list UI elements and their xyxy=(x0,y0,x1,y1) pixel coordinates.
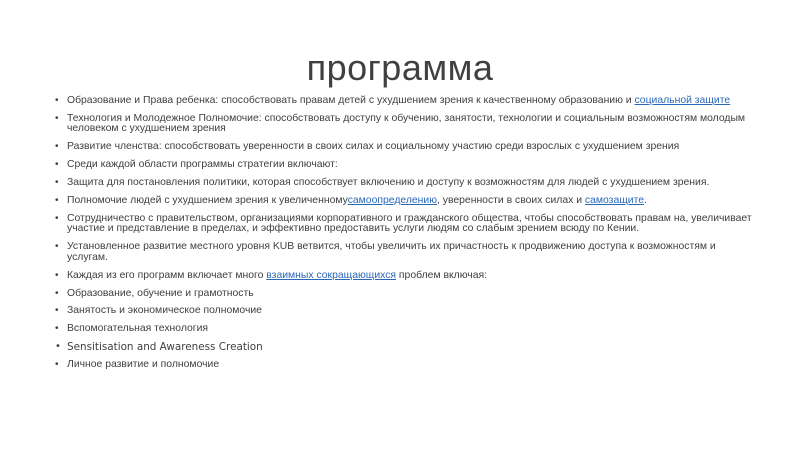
bullet-dot-icon: • xyxy=(55,359,59,371)
bullet-text: Образование и Права ребенка: способствовать правам детей с ухудшением зрения к качественному образованию и xyxy=(67,95,635,106)
bullet-dot-icon: • xyxy=(55,241,59,253)
bullet-text: Развитие членства: способствовать уверенности в своих силах и социальному участию среди взрослых с ухудшением зрения xyxy=(67,141,680,153)
bullet-link[interactable]: самозащите xyxy=(584,194,645,206)
bullet-link[interactable]: самоопределению xyxy=(347,194,437,206)
bullet-text: Установленное развитие местного уровня KUB ветвится, чтобы увеличить их причастность к продвижению доступа к возможностям и услугам. xyxy=(67,241,716,263)
bullet-item xyxy=(55,214,755,235)
bullet-text: Образование, обучение и грамотность xyxy=(67,287,254,299)
bullet-item xyxy=(55,178,755,189)
bullet-dot-icon: • xyxy=(55,95,59,106)
bullet-item xyxy=(55,196,755,207)
bullet-link[interactable]: социальной защите xyxy=(634,95,731,106)
slide-title: программа xyxy=(306,47,494,88)
bullet-item xyxy=(55,360,755,371)
bullet-dot-icon: • xyxy=(55,177,59,189)
bullet-text: Защита для постановления политики, которая способствует включению и доступу к возможностям для людей с ухудшением зрения. xyxy=(67,177,710,189)
bullet-dot-icon: • xyxy=(55,141,59,153)
bullet-dot-icon: • xyxy=(55,112,59,124)
bullet-text: Сотрудничество с правительством, организациями корпоративного и гражданского общества, чтобы способствовать правам на, увеличивает участие и представление в пределах, и эффективно предоставить услуги людям со слабым зрением всюду по Кении. xyxy=(67,212,752,235)
bullet-item xyxy=(55,324,755,335)
bullet-text: Занятость и экономическое полномочие xyxy=(67,305,262,317)
bullet-dot-icon: • xyxy=(55,341,61,353)
bullet-item xyxy=(55,114,755,135)
bullet-item xyxy=(55,160,755,171)
bullet-dot-icon: • xyxy=(55,323,59,335)
bullet-item xyxy=(55,289,755,300)
bullet-text: Полномочие людей с ухудшением зрения к увеличенному xyxy=(67,194,348,206)
bullet-item xyxy=(55,242,755,263)
bullet-list xyxy=(55,96,755,378)
bullet-dot-icon: • xyxy=(55,269,59,281)
bullet-dot-icon: • xyxy=(55,305,59,317)
bullet-text: . xyxy=(644,194,647,206)
bullet-item xyxy=(55,306,755,317)
bullet-text: Личное развитие и полномочие xyxy=(67,359,220,371)
bullet-dot-icon: • xyxy=(55,287,59,299)
bullet-text: Среди каждой области программы стратегии включают: xyxy=(67,159,338,171)
bullet-item xyxy=(55,271,755,282)
bullet-text: Sensitisation and Awareness Creation xyxy=(67,341,263,354)
bullet-dot-icon: • xyxy=(55,159,59,171)
bullet-dot-icon: • xyxy=(55,212,59,224)
bullet-dot-icon: • xyxy=(55,194,59,206)
bullet-text: проблем включая: xyxy=(396,269,487,281)
bullet-text: Технология и Молодежное Полномочие: способствовать доступу к обучению, занятости, технологии и социальным возможностям молодым человеком с ухудшением зрения xyxy=(67,112,746,135)
bullet-text: , уверенности в своих силах и xyxy=(437,194,585,206)
bullet-item xyxy=(55,342,755,353)
bullet-link[interactable]: взаимных сокращающихся xyxy=(266,269,397,281)
bullet-text: Вспомогательная технология xyxy=(67,323,209,335)
bullet-item xyxy=(55,142,755,153)
bullet-text: Каждая из его программ включает много xyxy=(67,269,267,281)
bullet-item xyxy=(55,96,755,107)
